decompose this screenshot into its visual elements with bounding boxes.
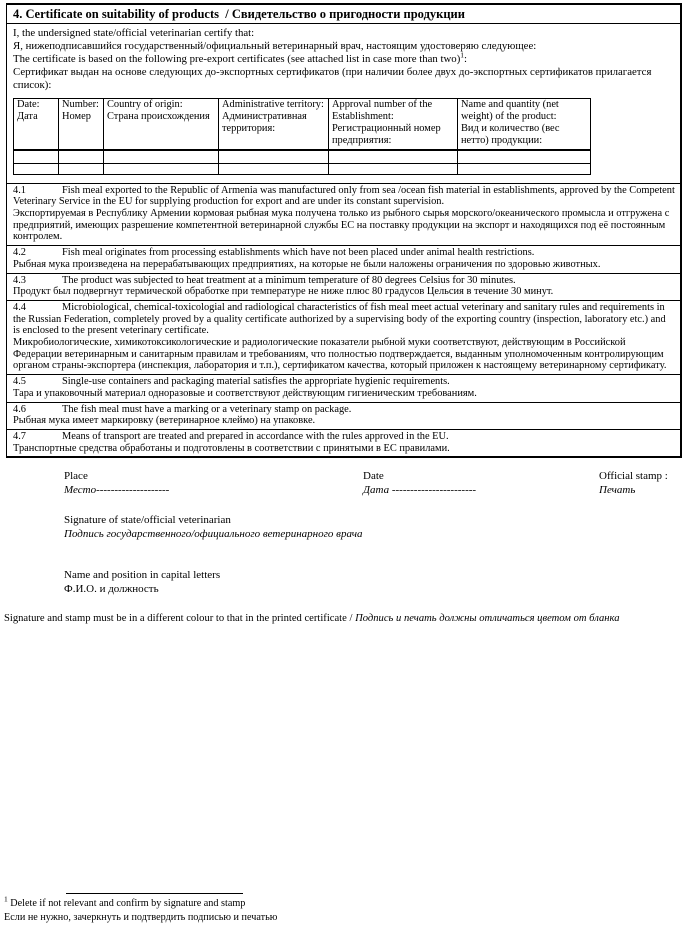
section-4-5 <box>7 375 680 402</box>
section-number: 4.6 <box>13 403 26 415</box>
section-text-en: Microbiological, chemical-toxicologial and radiological characteristics of fish meal meet actual veterinary and sanitary rules and requirements in the Russian Federation, completely proved by a quality certificate authorized by a supervising body of the exporting country (inspection, laboratory etc.) and is enclosed to the present veterinary certificate. <box>13 301 666 337</box>
table-empty-cell <box>104 150 219 163</box>
veterinarian-signature-field <box>64 513 363 541</box>
section-text-en: Fish meal exported to the Republic of Armenia was manufactured only from sea /ocean fish material in establishments, approved by the Competent Veterinary Service in the EU for supplying production for export and are under its constant supervision. <box>13 184 675 208</box>
stamp-label-ru: Печать <box>599 484 636 496</box>
date-line: Дата ----------------------- <box>363 484 477 496</box>
section-line-en <box>13 185 675 208</box>
section-4-3 <box>7 274 680 301</box>
section-4-4 <box>7 301 680 375</box>
table-header-row <box>14 99 591 150</box>
section-text-en: Means of transport are treated and prepared in accordance with the rules approved in the EU. <box>62 430 449 442</box>
section-text-ru: Экспортируемая в Республику Армении кормовая рыбная мука получена только из рыбного сырья морского/океанического промысла и отгружена с предприятий, имеющих разрешение компетентной ветеринарной службы ЕС на поставку продукции на экспорт и находящихся под её постоянным контролем. <box>13 208 670 243</box>
section-line-en <box>13 302 675 337</box>
date-field <box>363 469 476 497</box>
table-empty-cell <box>104 163 219 174</box>
section-4-7 <box>7 430 680 456</box>
table-empty-cell <box>219 163 329 174</box>
col-header-administrative-territory: Administrative territory: Административная территория: <box>219 99 329 150</box>
section-number: 4.2 <box>13 247 26 259</box>
section-number: 4.1 <box>13 184 26 196</box>
footnote-line-en <box>4 894 277 911</box>
col-header-country-of-origin: Country of origin: Страна происхождения <box>104 99 219 150</box>
section-text-ru: Тара и упаковочный материал одноразовые и соответствуют действующим гигиеническим требованиям. <box>13 387 477 399</box>
name-position-field <box>64 568 220 596</box>
date-label: Date <box>363 470 384 482</box>
section-4-2 <box>7 246 680 273</box>
table-empty-cell <box>219 150 329 163</box>
section-line-en <box>13 376 675 388</box>
section-text-ru: Рыбная мука имеет маркировку (ветеринарное клеймо) на упаковке. <box>13 415 316 427</box>
section-number: 4.4 <box>13 301 26 313</box>
pre-export-certificates-table <box>13 98 591 174</box>
table-empty-cell <box>458 150 591 163</box>
section-line-en <box>13 247 675 259</box>
certificate-clauses <box>7 183 680 457</box>
footnote-text-ru: Если не нужно, зачеркнуть и подтвердить подписью и печатью <box>4 911 278 923</box>
intro-line-ru-2: Сертификат выдан на основе следующих до-экспортных сертификатов (при наличии более двух до-экспортных сертификатов прилагается список): <box>13 66 652 92</box>
place-label: Place <box>64 470 88 482</box>
intro-line-ru-1: Я, нижеподписавшийся государственный/официальный ветеринарный врач, настоящим удостоверяю следующее: <box>13 40 537 53</box>
table-empty-cell <box>329 150 458 163</box>
place-line: Место-------------------- <box>64 484 170 496</box>
section-text-ru: Рыбная мука произведена на перерабатывающих предприятиях, на которые не были наложены ограничения по здоровью животных. <box>13 258 601 270</box>
section-number: 4.7 <box>13 430 26 442</box>
colour-note <box>4 612 620 626</box>
col-header-name-and-quantity: Name and quantity (net weight) of the product: Вид и количество (вес нетто) продукции: <box>458 99 591 150</box>
col-header-number: Number: Номер <box>59 99 104 150</box>
intro-line-en-1: I, the undersigned state/official veterinarian certify that: <box>13 27 255 39</box>
section-number: 4.3 <box>13 274 26 286</box>
place-field <box>64 469 169 497</box>
col-header-approval-number: Approval number of the Establishment: Регистрационный номер предприятия: <box>329 99 458 150</box>
certificate-frame <box>6 3 682 458</box>
section-4-6 <box>7 403 680 430</box>
colour-note-en: Signature and stamp must be in a different colour to that in the printed certificate / <box>4 613 356 624</box>
table-empty-cell <box>59 150 104 163</box>
footnote-marker: 1 <box>4 894 8 904</box>
section-text-ru: Микробиологические, химикотоксикологические и радиологические показатели рыбной муки соответствуют, действующим в Российской Федерации ветеринарным и санитарным правилам и требованиям, что полностью подтверждается, выданным уполномоченным контролирующим органом страны-экспортера (инспекция, лаборатория и т.п.), сертификатом качества, который приложен к настоящему ветеринарному сертификату. <box>13 337 667 372</box>
section-number: 4.5 <box>13 376 26 388</box>
col-header-date: Date: Дата <box>14 99 59 150</box>
stamp-label: Official stamp : <box>599 470 668 482</box>
official-stamp-field <box>599 469 668 497</box>
section-text-en: The product was subjected to heat treatment at a minimum temperature of 80 degrees Celsius for 30 minutes. <box>62 274 516 286</box>
table-empty-cell <box>329 163 458 174</box>
section-text-en: The fish meal must have a marking or a veterinary stamp on package. <box>62 403 352 415</box>
colour-note-ru: Подпись и печать должны отличаться цветом от бланка <box>355 613 620 624</box>
footnote-reference: 1 <box>460 50 465 60</box>
footnote-text-en: Delete if not relevant and confirm by signature and stamp <box>10 898 246 909</box>
section-line-en <box>13 431 675 443</box>
table-row <box>14 150 591 163</box>
intro-paragraph <box>7 24 680 97</box>
section-text-en: Fish meal originates from processing establishments which have not been placed under animal health restrictions. <box>62 247 535 259</box>
intro-line-en-2: The certificate is based on the following pre-export certificates (see attached list in case more than two)$^1$: <box>13 50 468 66</box>
section-text-en: Single-use containers and packaging material satisfies the appropriate hygienic requirements. <box>62 376 450 388</box>
section-4-1 <box>7 184 680 247</box>
footnote-separator <box>66 893 243 894</box>
table-row <box>14 163 591 174</box>
section-line-en <box>13 404 675 416</box>
section-line-en <box>13 275 675 287</box>
signature-label-en: Signature of state/official veterinarian <box>64 514 231 526</box>
name-label-en: Name and position in capital letters <box>64 569 221 581</box>
section-text-ru: Продукт был подвергнут термической обработке при температуре не ниже плюс 80 градусов Цельсия в течение 30 минут. <box>13 286 554 298</box>
footnote <box>4 894 278 924</box>
table-empty-cell <box>59 163 104 174</box>
table-empty-cell <box>14 163 59 174</box>
section-text-ru: Транспортные средства обработаны и подготовлены в соответствии с принятыми в ЕС правилами. <box>13 442 450 454</box>
table-empty-cell <box>458 163 591 174</box>
name-label-ru: Ф.И.О. и должность <box>64 583 159 595</box>
signature-label-ru: Подпись государственного/официального ветеринарного врача <box>64 528 363 540</box>
table-empty-cell <box>14 150 59 163</box>
page-title: 4. Certificate on suitability of products / Свидетельство о пригодности продукции <box>7 5 680 24</box>
